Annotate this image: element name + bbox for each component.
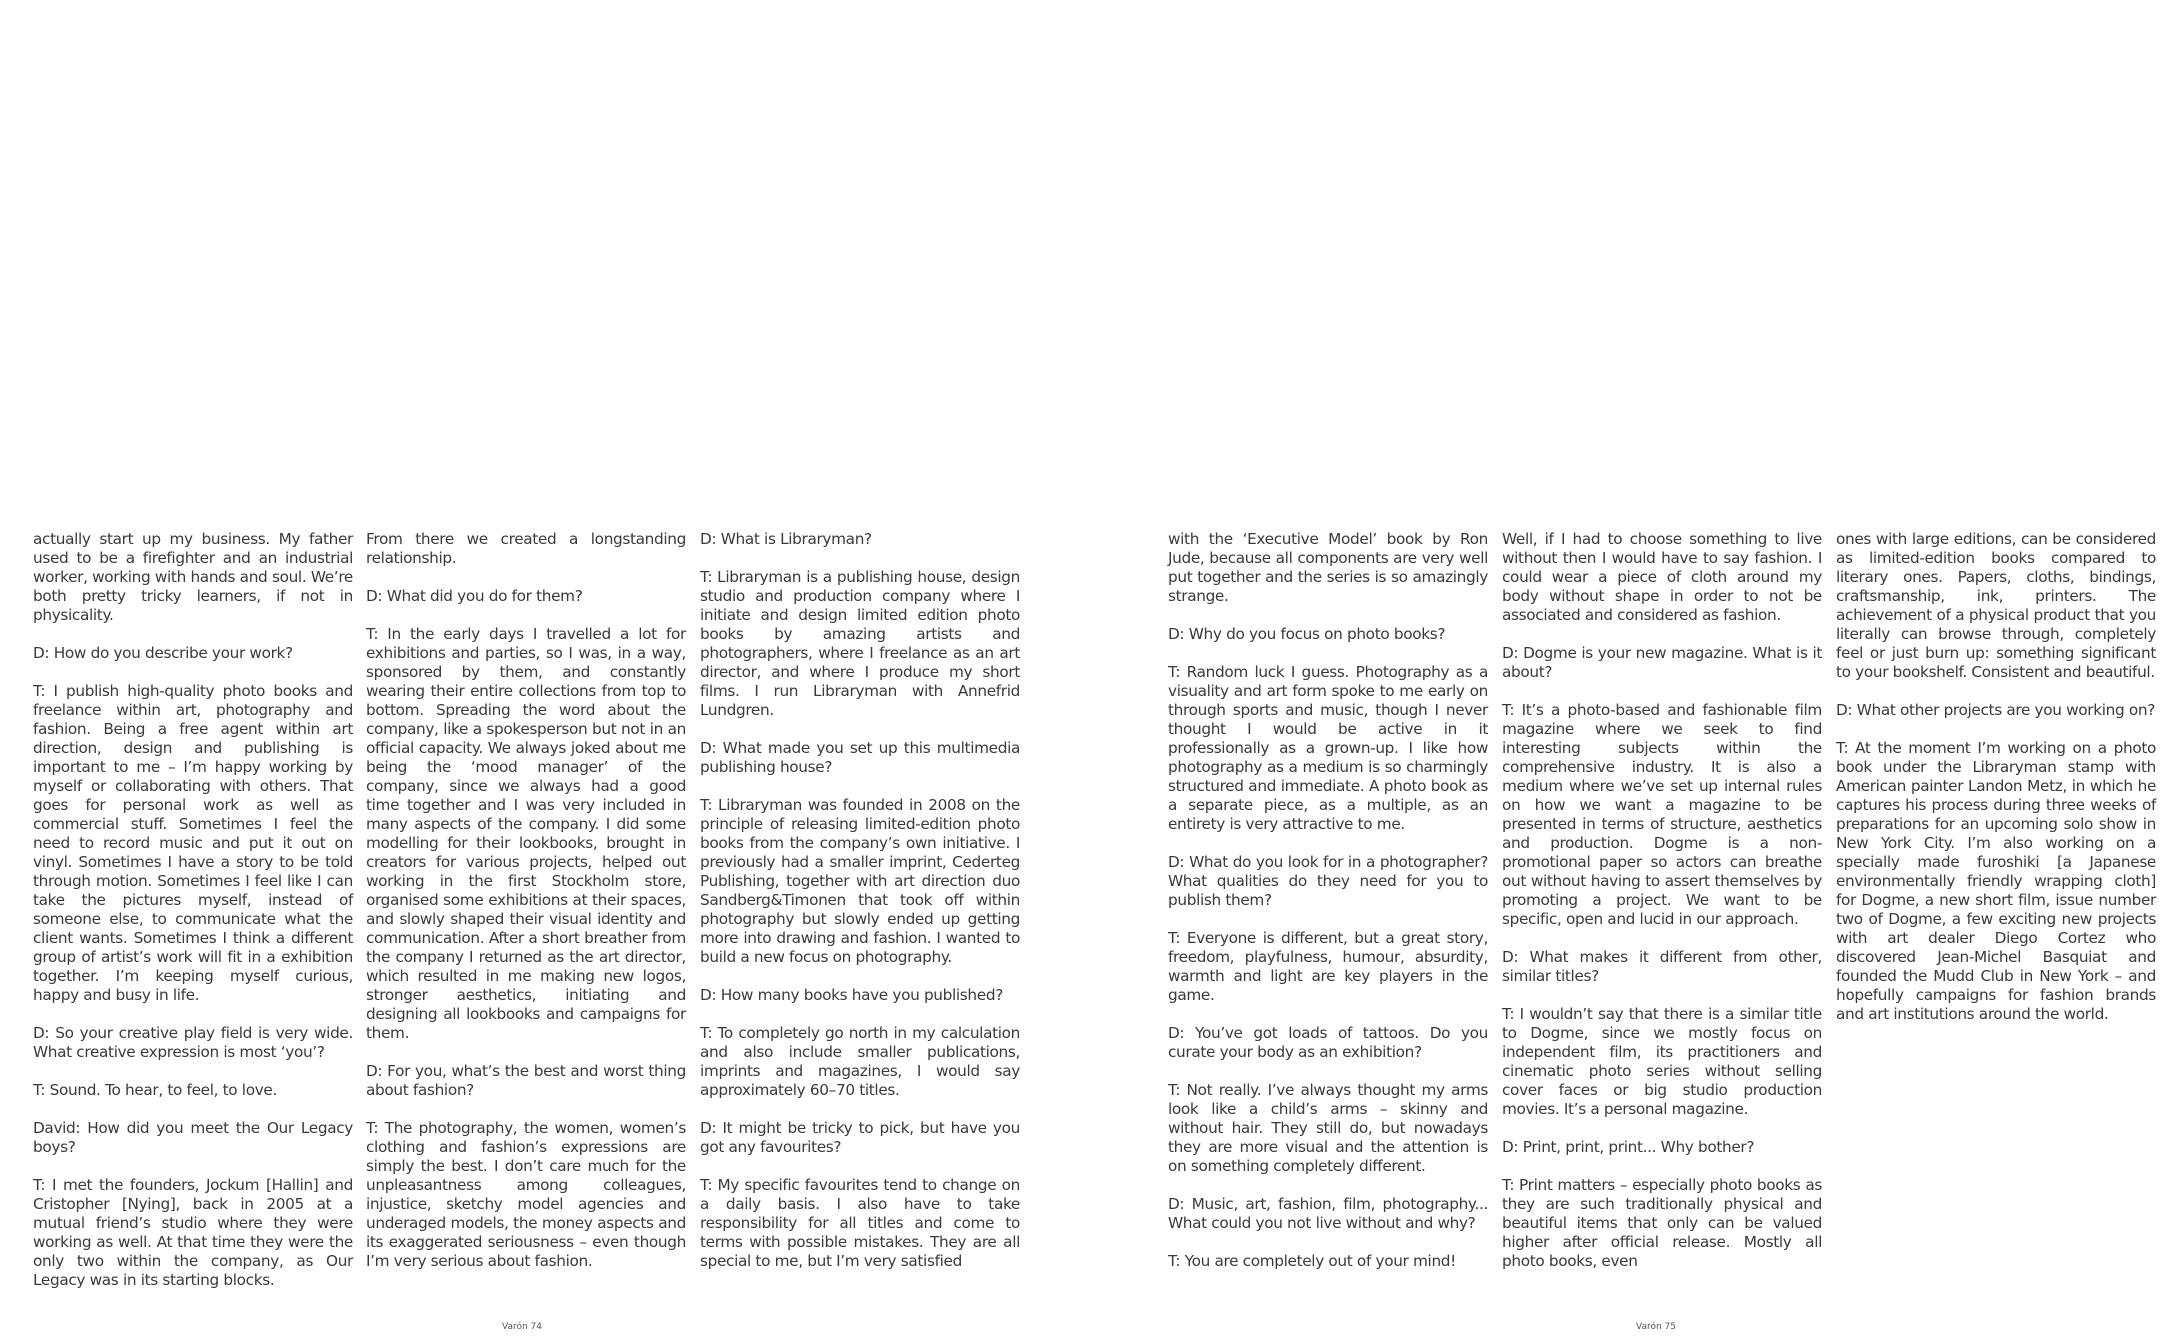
paragraph: T: At the moment I’m working on a photo book under the Libraryman stamp with American painter Landon Metz, in which he captures his process during three weeks of preparations for an upcoming solo show in New York City. I’m also working on a specially made furoshiki [a Japanese environmentally friendly wrapping cloth] for Dogme, a new short film, issue number two of Dogme, a few exciting new projects with art dealer Diego Cortez who discovered Jean-Michel Basquiat and founded the Mudd Club in New York – and hopefully campaigns for fashion brands and art institutions around the world.	[1836, 739, 2156, 1023]
question: D: What did you do for them?	[366, 587, 583, 605]
paragraph: T: Libraryman was founded in 2008 on the principle of releasing limited-edition photo books from the company’s own initiative. I previously had a smaller imprint, Cederteg Publishing, together with art direction duo Sandberg&Timonen that took off within photography but slowly ended up getting more into drawing and fashion. I wanted to build a new focus on photography.	[700, 796, 1020, 966]
paragraph: with the ‘Executive Model’ book by Ron Jude, because all components are very well put together and the series is so amazingly strange.	[1168, 530, 1488, 605]
left-column-3	[700, 530, 1020, 1271]
paragraph: T: In the early days I travelled a lot for exhibitions and parties, so I was, in a way, sponsored by them, and constantly wearing their entire collections from top to bottom. Spreading the word about the company, like a spokesperson but not in an official capacity. We always joked about me being the ‘mood manager’ of the company, since we always had a good time together and I was very included in many aspects of the company. I did some modelling for their lookbooks, brought in creators for various projects, helped out working in the first Stockholm store, organised some exhibitions at their spaces, and slowly shaped their visual identity and communication. After a short breather from the company I returned as the art director, which resulted in me making new logos, stronger aesthetics, initiating and designing all lookbooks and campaigns for them.	[366, 625, 686, 1042]
paragraph: T: Not really. I’ve always thought my arms look like a child’s arms – skinny and without hair. They still do, but nowadays they are more visual and the attention is on something completely different.	[1168, 1081, 1488, 1175]
paragraph: T: Print matters – especially photo books as they are such traditionally physical and beautiful items that only can be valued higher after official release. Mostly all photo books, even	[1502, 1176, 1822, 1270]
paragraph: T: My specific favourites tend to change on a daily basis. I also have to take responsibility for all titles and come to terms with possible mistakes. They are all special to me, but I’m very satisfied	[700, 1176, 1020, 1270]
question: D: What do you look for in a photographer? What qualities do they need for you to publish them?	[1168, 853, 1488, 909]
right-column-1	[1168, 530, 1488, 1271]
paragraph: T: To completely go north in my calculation and also include smaller publications, imprints and magazines, I would say approximately 60–70 titles.	[700, 1024, 1020, 1099]
question: D: How many books have you published?	[700, 986, 1003, 1004]
paragraph: T: The photography, the women, women’s clothing and fashion’s expressions are simply the best. I don’t care much for the unpleasantness among colleagues, injustice, sketchy model agencies and underaged models, the money aspects and its exaggerated seriousness – even though I’m very serious about fashion.	[366, 1119, 686, 1270]
left-column-1	[33, 530, 353, 1290]
question: D: What makes it different from other, similar titles?	[1502, 948, 1822, 985]
left-column-2	[366, 530, 686, 1271]
paragraph: From there we created a longstanding relationship.	[366, 530, 686, 567]
page-number: Varón 75	[1636, 1322, 1676, 1332]
question: D: How do you describe your work?	[33, 644, 293, 662]
question: David: How did you meet the Our Legacy boys?	[33, 1119, 353, 1156]
question: D: It might be tricky to pick, but have you got any favourites?	[700, 1119, 1020, 1156]
paragraph: T: Everyone is different, but a great story, freedom, playfulness, humour, absurdity, warmth and light are key players in the game.	[1168, 929, 1488, 1004]
page-number: Varón 74	[502, 1322, 542, 1332]
right-column-3	[1836, 530, 2156, 1024]
question: D: You’ve got loads of tattoos. Do you curate your body as an exhibition?	[1168, 1024, 1488, 1061]
question: D: What made you set up this multimedia publishing house?	[700, 739, 1020, 776]
paragraph: T: I met the founders, Jockum [Hallin] and Cristopher [Nying], back in 2005 at a mutual friend’s studio where they were working as well. At that time they were the only two within the company, as Our Legacy was in its starting blocks.	[33, 1176, 353, 1289]
question: D: For you, what’s the best and worst thing about fashion?	[366, 1062, 686, 1099]
question: D: What other projects are you working on?	[1836, 701, 2155, 719]
question: D: What is Libraryman?	[700, 530, 872, 548]
question: D: So your creative play field is very wide. What creative expression is most ‘you’?	[33, 1024, 353, 1061]
question: D: Music, art, fashion, film, photography... What could you not live without and why?	[1168, 1195, 1488, 1232]
paragraph: T: I wouldn’t say that there is a similar title to Dogme, since we mostly focus on independent film, its practitioners and cinematic photo series without selling cover faces or big studio production movies. It’s a personal magazine.	[1502, 1005, 1822, 1118]
question: D: Dogme is your new magazine. What is it about?	[1502, 644, 1822, 681]
paragraph: T: Libraryman is a publishing house, design studio and production company where I initiate and design limited edition photo books by amazing artists and photographers, where I freelance as an art director, and where I produce my short films. I run Libraryman with Annefrid Lundgren.	[700, 568, 1020, 719]
question: D: Print, print, print... Why bother?	[1502, 1138, 1755, 1156]
paragraph: T: You are completely out of your mind!	[1168, 1252, 1456, 1270]
right-page	[1086, 0, 2172, 1336]
paragraph: ones with large editions, can be considered as limited-edition books compared to literary ones. Papers, cloths, bindings, craftsmanship, ink, printers. The achievement of a physical product that you literally can browse through, completely feel or just burn up: something significant to your bookshelf. Consistent and beautiful.	[1836, 530, 2156, 681]
paragraph: T: I publish high-quality photo books and freelance within art, photography and fashion. Being a free agent within art direction, design and publishing is important to me – I’m happy working by myself or collaborating with others. That goes for personal work as well as commercial stuff. Sometimes I feel the need to record music and put it out on vinyl. Sometimes I have a story to be told through motion. Sometimes I feel like I can take the pictures myself, instead of someone else, to communicate what the client wants. Sometimes I think a different group of artist’s work will fit in a exhibition together. I’m keeping myself curious, happy and busy in life.	[33, 682, 353, 1004]
right-column-2	[1502, 530, 1822, 1271]
question: D: Why do you focus on photo books?	[1168, 625, 1446, 643]
paragraph: T: Sound. To hear, to feel, to love.	[33, 1081, 277, 1099]
paragraph: Well, if I had to choose something to live without then I would have to say fashion. I could wear a piece of cloth around my body without shape in order to not be associated and considered as fashion.	[1502, 530, 1822, 624]
paragraph: T: It’s a photo-based and fashionable film magazine where we seek to find interesting subjects within the comprehensive industry. It is also a medium where we’ve set up internal rules on how we want a magazine to be presented in terms of structure, aesthetics and production. Dogme is a non-promotional paper so actors can breathe out without having to assert themselves by promoting a project. We want to be specific, open and lucid in our approach.	[1502, 701, 1822, 928]
paragraph: actually start up my business. My father used to be a firefighter and an industrial worker, working with hands and soul. We’re both pretty tricky learners, if not in physicality.	[33, 530, 353, 624]
paragraph: T: Random luck I guess. Photography as a visuality and art form spoke to me early on through sports and music, though I never thought I would be active in it professionally as a grown-up. I like how photography as a medium is so charmingly structured and immediate. A photo book as a separate piece, as a multiple, as an entirety is very attractive to me.	[1168, 663, 1488, 833]
